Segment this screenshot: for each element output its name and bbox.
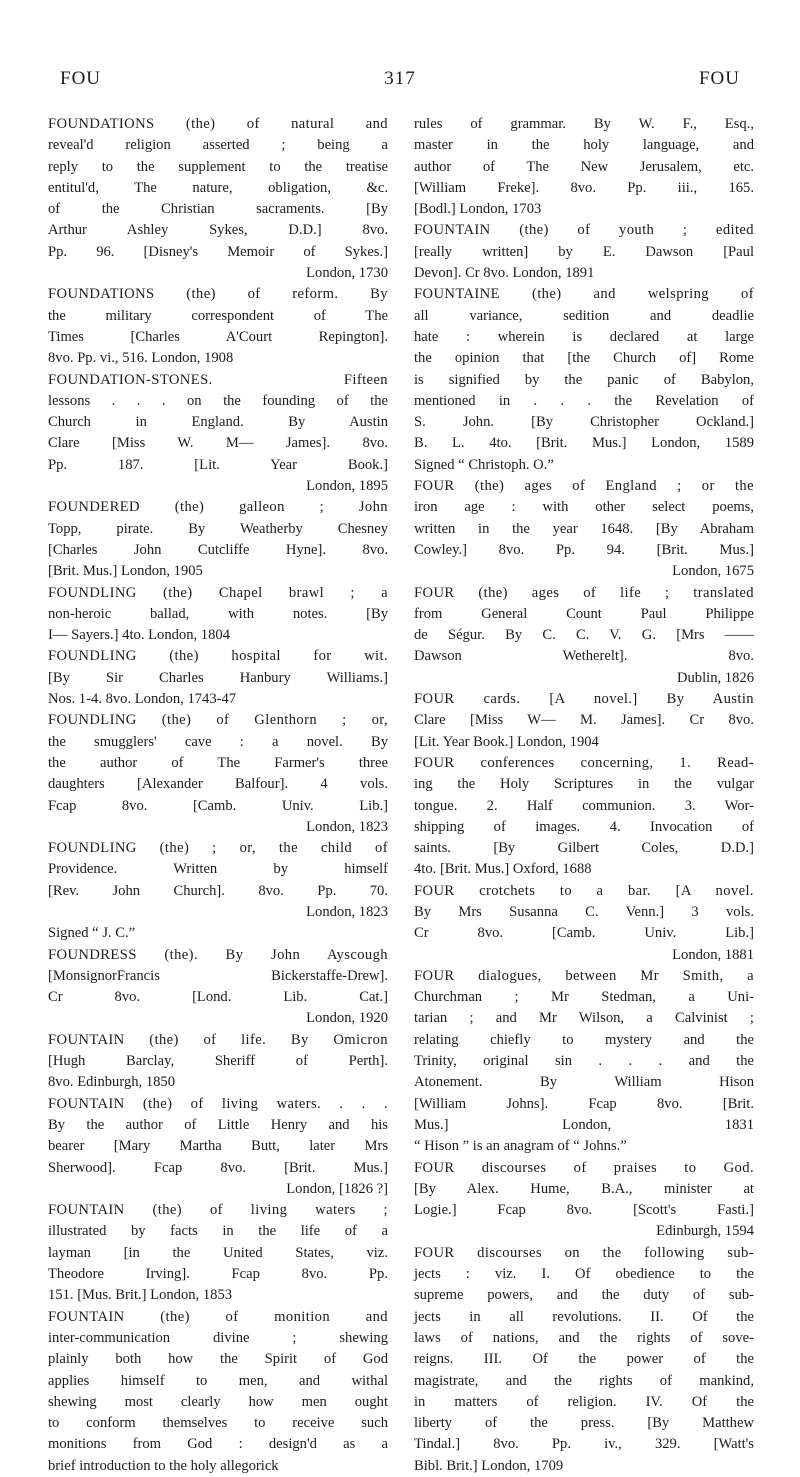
entry-line: FOUNDLING (the) Chapel brawl ; a [48,584,388,601]
entry-line: 151. [Mus. Brit.] London, 1853 [48,1287,233,1304]
entry-line: Dublin, 1826 [676,669,754,686]
entry-line: tongue. 2. Half communion. 3. Wor- [414,797,754,814]
entry-line: Edinburgh, 1594 [656,1223,754,1240]
bibliography-entry [48,1200,388,1306]
entry-line: London, 1895 [306,478,388,495]
entry-line: to conform themselves to receive such [48,1415,388,1432]
entry-line: [Hugh Barclay, Sheriff of Perth]. [48,1053,388,1070]
entry-line: jects : viz. I. Of obedience to the [414,1266,754,1283]
bibliography-entry [48,945,388,1030]
entry-line: Pp. 187. [Lit. Year Book.] [48,456,388,473]
running-header [0,68,800,98]
entry-line: FOUR discourses on the following sub- [414,1244,754,1261]
bibliography-entry [414,1158,754,1243]
entry-line: Trinity, original sin . . . and the [414,1053,754,1070]
entry-line: [really written] by E. Dawson [Paul [414,243,754,260]
entry-line: [Bodl.] London, 1703 [414,201,542,218]
entry-line: [Brit. Mus.] London, 1905 [48,563,203,580]
entry-line: reply to the supplement to the treatise [48,158,388,175]
bibliography-entry [414,114,754,220]
bibliography-entry [48,1030,388,1094]
entry-line: B. L. 4to. [Brit. Mus.] London, 1589 [414,435,754,452]
bibliography-entry [414,583,754,689]
bibliography-entry [48,284,388,369]
entry-line: S. John. [By Christopher Ockland.] [414,414,754,431]
entry-line: London, 1675 [672,563,754,580]
entry-line: applies himself to men, and withal [48,1372,388,1389]
bibliography-entry [414,284,754,476]
entry-line: [Charles John Cutcliffe Hyne]. 8vo. [48,541,388,558]
bibliography-entry [414,476,754,582]
entry-line: Theodore Irving]. Fcap 8vo. Pp. [48,1266,388,1283]
entry-line: is signified by the panic of Babylon, [414,371,754,388]
entry-line: all variance, sedition and deadlie [414,307,754,324]
entry-line: [Rev. John Church]. 8vo. Pp. 70. [48,882,388,899]
entry-line: reigns. III. Of the power of the [414,1351,754,1368]
bibliography-entry [414,881,754,966]
entry-line: de Ségur. By C. C. V. G. [Mrs —— [414,627,754,644]
entry-line: FOUR (the) ages of England ; or the [414,478,754,495]
entry-line: mentioned in . . . the Revelation of [414,392,754,409]
entry-line: Fcap 8vo. [Camb. Univ. Lib.] [48,797,388,814]
entry-line: the opinion that [the Church of] Rome [414,350,754,367]
entry-line: Tindal.] 8vo. Pp. iv., 329. [Watt's [414,1436,754,1453]
entry-line: plainly both how the Spirit of God [48,1351,388,1368]
entry-line: relating chiefly to mystery and the [414,1031,754,1048]
entry-line: Sherwood]. Fcap 8vo. [Brit. Mus.] [48,1159,388,1176]
header-right-word: FOU [698,68,740,89]
entry-line: FOUNDLING (the) ; or, the child of [48,840,388,857]
entry-line: I— Sayers.] 4to. London, 1804 [48,627,230,644]
entry-line: rules of grammar. By W. F., Esq., [414,116,754,132]
entry-line: Clare [Miss W— M. James]. Cr 8vo. [414,712,754,729]
entry-line: non-heroic ballad, with notes. [By [48,605,388,622]
entry-line: monitions from God : design'd as a [48,1436,388,1453]
entry-line: illustrated by facts in the life of a [48,1223,388,1240]
entry-line: saints. [By Gilbert Coles, D.D.] [414,840,754,857]
entry-line: Pp. 96. [Disney's Memoir of Sykes.] [48,243,388,260]
entry-line: FOUNTAINE (the) and welspring of [414,286,754,303]
entry-line: FOUNDRESS (the). By John Ayscough [48,946,388,963]
entry-line: 8vo. Pp. vi., 516. London, 1908 [48,350,234,367]
entry-line: daughters [Alexander Balfour]. 4 vols. [48,776,388,793]
entry-line: from General Count Paul Philippe [414,605,754,622]
entry-line: Atonement. By William Hison [414,1074,754,1091]
bibliography-entry [48,838,388,944]
entry-line: Bibl. Brit.] London, 1709 [414,1457,564,1474]
bibliography-entry [48,370,388,498]
bibliography-entry [48,710,388,838]
entry-line: London, 1823 [306,903,388,920]
entry-line: Dawson Wetherelt]. 8vo. [414,648,754,665]
entry-line: FOUR dialogues, between Mr Smith, a [414,967,754,984]
entry-line: Providence. Written by himself [48,861,388,878]
entry-line: inter-communication divine ; shewing [48,1329,388,1346]
entry-line: liberty of the press. [By Matthew [414,1415,754,1432]
entry-line: the smugglers' cave : a novel. By [48,733,388,750]
bibliography-entry [414,753,754,881]
entry-line: FOUNDATION-STONES. Fifteen [48,371,388,388]
entry-line: layman [in the United States, viz. [48,1244,388,1261]
entry-line: [William Freke]. 8vo. Pp. iii., 165. [414,179,754,196]
entry-line: Church in England. By Austin [48,414,388,431]
entry-line: bearer [Mary Martha Butt, later Mrs [48,1138,388,1155]
entry-line: Signed “ J. C.” [48,925,136,942]
entry-line: author of The New Jerusalem, etc. [414,158,754,175]
entry-line: FOUR discourses of praises to God. [414,1159,754,1176]
entry-line: jects in all revolutions. II. Of the [414,1308,754,1325]
entry-line: entitul'd, The nature, obligation, &c. [48,179,388,196]
entry-line: of the Christian sacraments. [By [48,201,388,218]
entry-line: FOUR crotchets to a bar. [A novel. [414,882,754,899]
bibliography-entry [414,966,754,1158]
bibliography-entry [48,1307,388,1477]
entry-line: ing the Holy Scriptures in the vulgar [414,776,754,793]
entry-line: Cowley.] 8vo. Pp. 94. [Brit. Mus.] [414,541,754,558]
entry-line: By the author of Little Henry and his [48,1116,388,1133]
entry-line: Logie.] Fcap 8vo. [Scott's Fasti.] [414,1202,754,1219]
left-column [48,114,388,1477]
entry-line: Topp, pirate. By Weatherby Chesney [48,520,388,537]
entry-line: Cr 8vo. [Lond. Lib. Cat.] [48,989,388,1006]
entry-line: hate : wherein is declared at large [414,328,754,345]
entry-line: FOUNDATIONS (the) of reform. By [48,286,388,303]
entry-line: 8vo. Edinburgh, 1850 [48,1074,176,1091]
entry-line: [By Sir Charles Hanbury Williams.] [48,669,388,686]
entry-line: FOUNDLING (the) of Glenthorn ; or, [48,712,388,729]
entry-line: FOUR (the) ages of life ; translated [414,584,754,601]
bibliography-entry [414,689,754,753]
header-left-word: FOU [60,68,102,89]
entry-line: shipping of images. 4. Invocation of [414,818,754,835]
entry-line: Mus.] London, 1831 [414,1116,754,1133]
bibliography-entry [48,583,388,647]
entry-line: 4to. [Brit. Mus.] Oxford, 1688 [414,861,592,878]
entry-line: London, 1823 [306,818,388,835]
entry-line: iron age : with other select poems, [414,499,754,516]
entry-line: the military correspondent of The [48,307,388,324]
entry-line: London, [1826 ?] [286,1180,388,1197]
entry-line: supreme powers, and the duty of sub- [414,1287,754,1304]
entry-line: London, 1920 [306,1010,388,1027]
entry-line: reveal'd religion asserted ; being a [48,137,388,154]
entry-line: [MonsignorFrancis Bickerstaffe-Drew]. [48,967,388,984]
entry-line: Arthur Ashley Sykes, D.D.] 8vo. [48,222,388,239]
entry-line: [William Johns]. Fcap 8vo. [Brit. [414,1095,754,1112]
page-number: 317 [384,68,416,89]
entry-line: lessons . . . on the founding of the [48,392,388,409]
entry-line: “ Hison ” is an anagram of “ Johns.” [414,1138,627,1155]
entry-line: FOUNTAIN (the) of life. By Omicron [48,1031,388,1048]
entry-line: FOUR cards. [A novel.] By Austin [414,691,754,708]
entry-line: Devon]. Cr 8vo. London, 1891 [414,265,595,282]
entry-line: Times [Charles A'Court Repington]. [48,328,388,345]
entry-line: Churchman ; Mr Stedman, a Uni- [414,989,754,1006]
entry-line: written in the year 1648. [By Abraham [414,520,754,537]
entry-line: magistrate, and the rights of mankind, [414,1372,754,1389]
entry-line: shewing most clearly how men ought [48,1393,388,1410]
bibliography-entry [48,646,388,710]
entry-line: [By Alex. Hume, B.A., minister at [414,1180,754,1197]
entry-line: FOUNDLING (the) hospital for wit. [48,648,388,665]
bibliography-entry [414,1243,754,1477]
entry-line: Clare [Miss W. M— James]. 8vo. [48,435,388,452]
entry-line: FOUNTAIN (the) of monition and [48,1308,388,1325]
entry-line: FOUNTAIN (the) of youth ; edited [414,222,754,239]
bibliography-entry [414,220,754,284]
entry-line: FOUR conferences concerning, 1. Read- [414,754,754,771]
entry-line: Nos. 1-4. 8vo. London, 1743-47 [48,691,237,708]
entry-line: the author of The Farmer's three [48,754,388,771]
entry-line: FOUNDATIONS (the) of natural and [48,116,388,132]
entry-line: FOUNTAIN (the) of living waters. . . . [48,1095,388,1112]
bibliography-entry [48,114,388,284]
entry-line: [Lit. Year Book.] London, 1904 [414,733,599,750]
entry-line: in matters of religion. IV. Of the [414,1393,754,1410]
bibliography-entry [48,1094,388,1200]
entry-line: London, 1881 [672,946,754,963]
bibliography-entry [48,497,388,582]
entry-line: brief introduction to the holy allegorick [48,1457,279,1474]
entry-line: Cr 8vo. [Camb. Univ. Lib.] [414,925,754,942]
entry-line: laws of nations, and the rights of sove- [414,1329,754,1346]
right-column [414,114,754,1477]
entry-line: FOUNTAIN (the) of living waters ; [48,1202,388,1219]
entry-line: London, 1730 [306,265,388,282]
entry-line: master in the holy language, and [414,137,754,154]
entry-line: Signed “ Christoph. O.” [414,456,554,473]
entry-line: FOUNDERED (the) galleon ; John [48,499,388,516]
entry-line: By Mrs Susanna C. Venn.] 3 vols. [414,903,754,920]
entry-line: tarian ; and Mr Wilson, a Calvinist ; [414,1010,754,1027]
